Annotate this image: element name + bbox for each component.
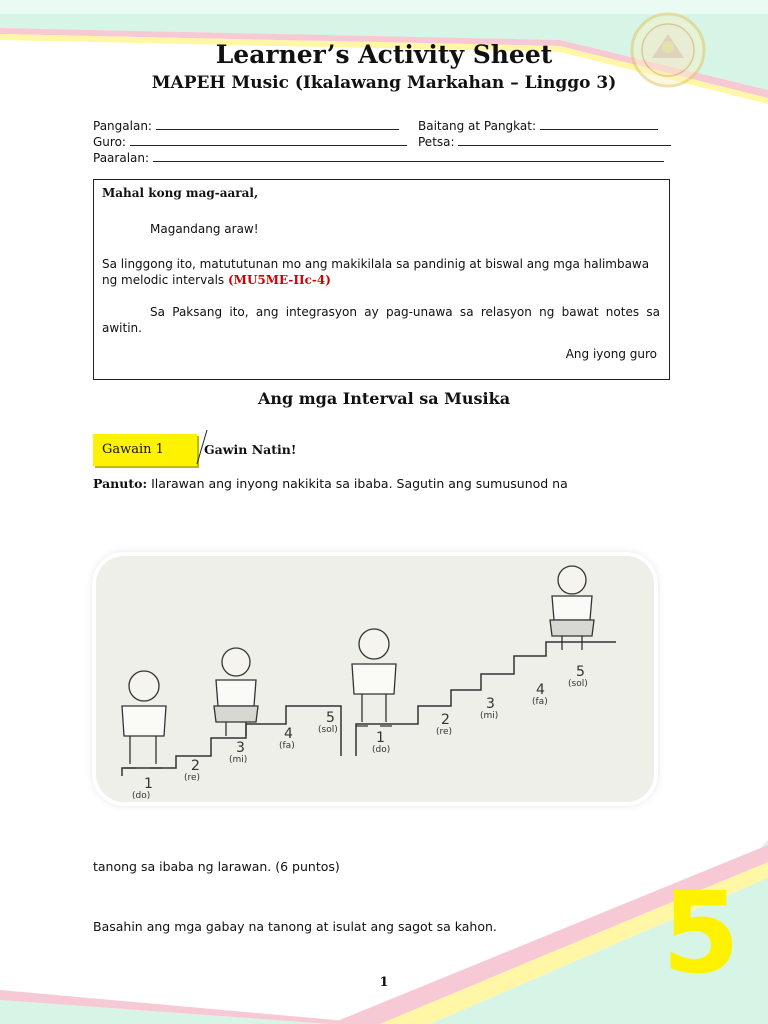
- activity-tab: [93, 434, 197, 466]
- left-step-4-num: 4: [284, 726, 293, 742]
- right-step-2-syl: (re): [436, 727, 453, 737]
- letter-paragraph-1: [102, 256, 660, 288]
- left-step-4-syl: (fa): [279, 741, 295, 751]
- right-step-3-num: 3: [486, 696, 495, 712]
- school-label: Paaralan:: [93, 151, 150, 165]
- staircase-illustration: [96, 556, 654, 802]
- guide-text: Basahin ang mga gabay na tanong at isulat ang sagot sa kahon.: [93, 919, 497, 934]
- left-step-2-syl: (re): [184, 773, 201, 783]
- school-line[interactable]: [153, 150, 664, 162]
- school-field-row: [93, 150, 664, 167]
- activity-tab-label: Gawain 1: [102, 442, 164, 457]
- date-field-row: [418, 134, 671, 151]
- section-title: Ang mga Interval sa Musika: [257, 389, 511, 408]
- letter-paragraph-2: Sa Paksang ito, ang integrasyon ay pag-unawa sa relasyon ng bawat notes sa awitin.: [102, 305, 660, 335]
- instruction: [93, 476, 568, 491]
- grade-number: 5: [662, 869, 740, 999]
- staircase-drawing: [96, 556, 654, 802]
- right-step-4-num: 4: [536, 682, 545, 698]
- letter-closing: Ang iyong guro: [565, 347, 657, 361]
- grade-field-row: [418, 118, 658, 135]
- left-step-1-syl: (do): [132, 791, 151, 801]
- name-label: Pangalan:: [93, 119, 152, 133]
- date-line[interactable]: [458, 134, 671, 146]
- left-step-3-syl: (mi): [229, 755, 248, 765]
- page-subtitle: MAPEH Music (Ikalawang Markahan – Linggo 3): [151, 73, 617, 93]
- right-step-5-syl: (sol): [568, 679, 588, 689]
- right-step-2-num: 2: [441, 712, 450, 728]
- instruction-text: Ilarawan ang inyong nakikita sa ibaba. Sagutin ang sumusunod na: [151, 476, 568, 491]
- name-field-row: [93, 118, 399, 135]
- left-step-1-num: 1: [144, 776, 153, 792]
- right-step-1-num: 1: [376, 730, 385, 746]
- grade-label: Baitang at Pangkat:: [418, 119, 537, 133]
- date-label: Petsa:: [418, 135, 455, 149]
- right-step-4-syl: (fa): [532, 697, 548, 707]
- activity-title: Gawin Natin!: [204, 442, 297, 457]
- teacher-field-row: [93, 134, 407, 151]
- right-step-1-syl: (do): [372, 745, 391, 755]
- right-step-3-syl: (mi): [480, 711, 499, 721]
- name-line[interactable]: [156, 118, 399, 130]
- left-step-3-num: 3: [236, 740, 245, 756]
- page-title: Learner’s Activity Sheet: [215, 40, 553, 69]
- right-step-5-num: 5: [576, 664, 585, 680]
- letter-salutation: Mahal kong mag-aaral,: [102, 186, 259, 200]
- page-number: 1: [379, 975, 389, 990]
- left-step-2-num: 2: [191, 758, 200, 774]
- letter-box: [93, 179, 670, 380]
- letter-paragraph-1-text: Sa linggong ito, matututunan mo ang makikilala sa pandinig at biswal ang mga halimbawa ng melodic intervals: [102, 257, 650, 287]
- left-step-5-num: 5: [326, 710, 335, 726]
- letter-greeting: Magandang araw!: [150, 222, 259, 236]
- instruction-continued: tanong sa ibaba ng larawan. (6 puntos): [93, 859, 340, 874]
- grade-line[interactable]: [540, 118, 658, 130]
- left-step-5-syl: (sol): [318, 725, 338, 735]
- teacher-label: Guro:: [93, 135, 126, 149]
- teacher-line[interactable]: [130, 134, 407, 146]
- instruction-label: Panuto:: [93, 476, 148, 491]
- competency-code: (MU5ME-IIc-4): [227, 273, 331, 287]
